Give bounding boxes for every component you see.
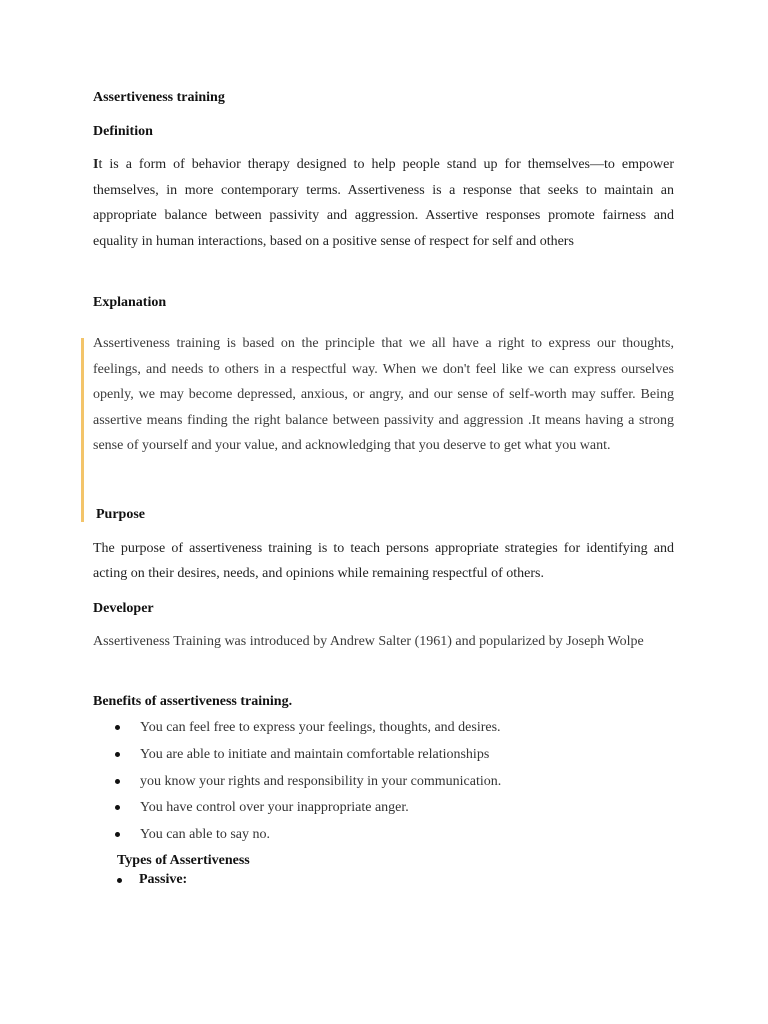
purpose-heading: Purpose — [96, 507, 145, 522]
explanation-heading: Explanation — [93, 295, 167, 310]
type-label: Passive: — [139, 872, 188, 887]
explanation-paragraph: Assertiveness training is based on the principle that we all have a right to express our thoughts, feelings, and needs to others in a respectful way. When we don't feel like we can express ourselves openly, we may become depressed, anxious, or angry, and our sense of self-worth may suffer. Being assertive means finding the right balance between passivity and aggression .It means having a strong sense of yourself and your value, and acknowledging that you deserve to get what you want. — [93, 336, 674, 453]
benefit-text: You can feel free to express your feelings, thoughts, and desires. — [140, 720, 501, 735]
benefit-text: You have control over your inappropriate anger. — [140, 800, 409, 816]
benefit-text: You are able to initiate and maintain comfortable relationships — [140, 746, 490, 762]
types-list-item — [117, 871, 187, 889]
definition-first-letter: I — [93, 157, 99, 172]
bullet-icon — [115, 779, 120, 784]
list-item — [93, 718, 653, 745]
list-item — [93, 745, 653, 772]
document-title: Assertiveness training — [93, 90, 225, 105]
benefits-list — [93, 718, 653, 852]
developer-heading: Developer — [93, 601, 154, 616]
definition-heading: Definition — [93, 124, 153, 139]
benefits-heading: Benefits of assertiveness training. — [93, 694, 293, 709]
bullet-icon — [115, 725, 120, 730]
definition-body: t is a form of behavior therapy designed to help people stand up for themselves—to empower themselves, in more contemporary terms. Assertiveness is a response that seeks to maintain an appropriate balance between passivity and aggression. Assertive responses promote fairness and equality in human interactions, based on a positive sense of respect for self and others — [93, 157, 674, 249]
bullet-icon — [117, 878, 122, 883]
bullet-icon — [115, 752, 120, 757]
list-item — [93, 825, 653, 852]
bullet-icon — [115, 805, 120, 810]
explanation-accent-bar — [81, 338, 84, 522]
types-heading: Types of Assertiveness — [117, 853, 250, 868]
benefit-text: You can able to say no. — [140, 827, 271, 842]
definition-paragraph — [93, 152, 674, 254]
developer-paragraph: Assertiveness Training was introduced by Andrew Salter (1961) and popularized by Joseph Wolpe — [93, 634, 644, 649]
benefit-text: you know your rights and responsibility in your communication. — [140, 773, 502, 789]
list-item — [93, 798, 653, 825]
list-item — [93, 772, 653, 799]
purpose-paragraph: The purpose of assertiveness training is to teach persons appropriate strategies for identifying and acting on their desires, needs, and opinions while remaining respectful of others. — [93, 541, 674, 581]
bullet-icon — [115, 832, 120, 837]
